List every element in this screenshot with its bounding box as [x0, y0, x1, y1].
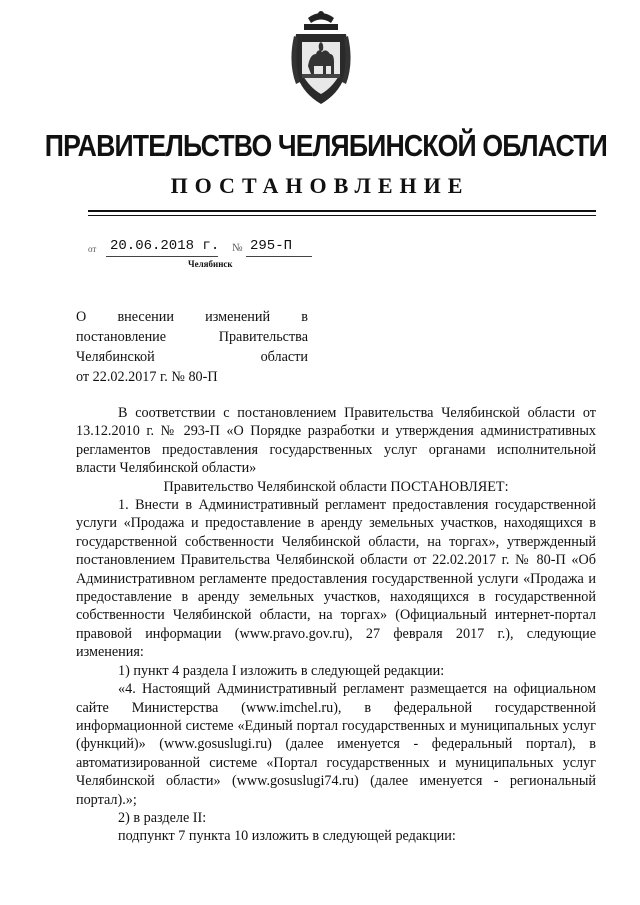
- number-underline: [246, 256, 312, 257]
- decree-line: Правительство Челябинской области ПОСТАНОВЛЯЕТ:: [163, 478, 509, 495]
- date-prefix-label: от: [88, 244, 97, 254]
- document-body: [76, 404, 596, 846]
- number-label: №: [232, 242, 243, 254]
- subject-line: О внесении изменений в: [76, 309, 308, 325]
- item-1-paragraph: 1. Внести в Административный регламент предоставления государственной услуги «Продажа и предоставление в аренду земельных участков, находящихся в государственной собственности Челябинской области, на торгах», утвержденный постановлением Правительства Челябинской области от 22.02.2017 г. № 80-П «Об Административном регламенте предоставления государственной услуги «Продажа и предоставление в аренду земельных участков, находящихся в государственной собственности Челябинской области, на торгах» (Официальный интернет-портал правовой информации (www.pravo.gov.ru), 27 февраля 2017 г.), следующие изменения:: [76, 497, 596, 661]
- document-number: 295-П: [250, 238, 293, 254]
- subject-line: от 22.02.2017 г. № 80-П: [76, 369, 218, 385]
- document-date: 20.06.2018 г.: [110, 238, 220, 254]
- document-subject: [76, 307, 308, 387]
- preamble-paragraph: В соответствии с постановлением Правительства Челябинской области от 13.12.2010 г. № 293-П «О Порядке разработки и утверждения административных регламентов предоставления государственных услуг органами исполнительной власти Челябинской области»: [76, 405, 596, 477]
- quoted-item-4-paragraph: «4. Настоящий Административный регламент размещается на официальном сайте Министерства (www.imchel.ru), в федеральной государственной информационной системе «Единый портал государственных и муниципальных услуг (функций)» (www.gosuslugi.ru) (далее именуется - федеральный портал), в автоматизированной системе «Портал государственных и муниципальных услуг Челябинской области» (www.gosuslugi74.ru) (далее именуется - региональный портал).»;: [76, 681, 596, 808]
- header-divider-thin: [88, 215, 596, 216]
- document-type: ПОСТАНОВЛЕНИЕ: [170, 173, 470, 198]
- coat-of-arms-icon: [290, 8, 352, 108]
- city-label: Челябинск: [188, 259, 233, 269]
- header-divider: [88, 210, 596, 212]
- date-underline: [106, 256, 218, 257]
- subject-line: Челябинской области: [76, 349, 308, 365]
- subitem-1-paragraph: 1) пункт 4 раздела I изложить в следующей редакции:: [118, 662, 445, 679]
- org-title: ПРАВИТЕЛЬСТВО ЧЕЛЯБИНСКОЙ ОБЛАСТИ: [44, 128, 607, 163]
- subject-line: постановление Правительства: [76, 329, 308, 345]
- subitem-2-paragraph: 2) в разделе II:: [118, 809, 207, 826]
- subitem-2a-paragraph: подпункт 7 пункта 10 изложить в следующей редакции:: [118, 828, 456, 845]
